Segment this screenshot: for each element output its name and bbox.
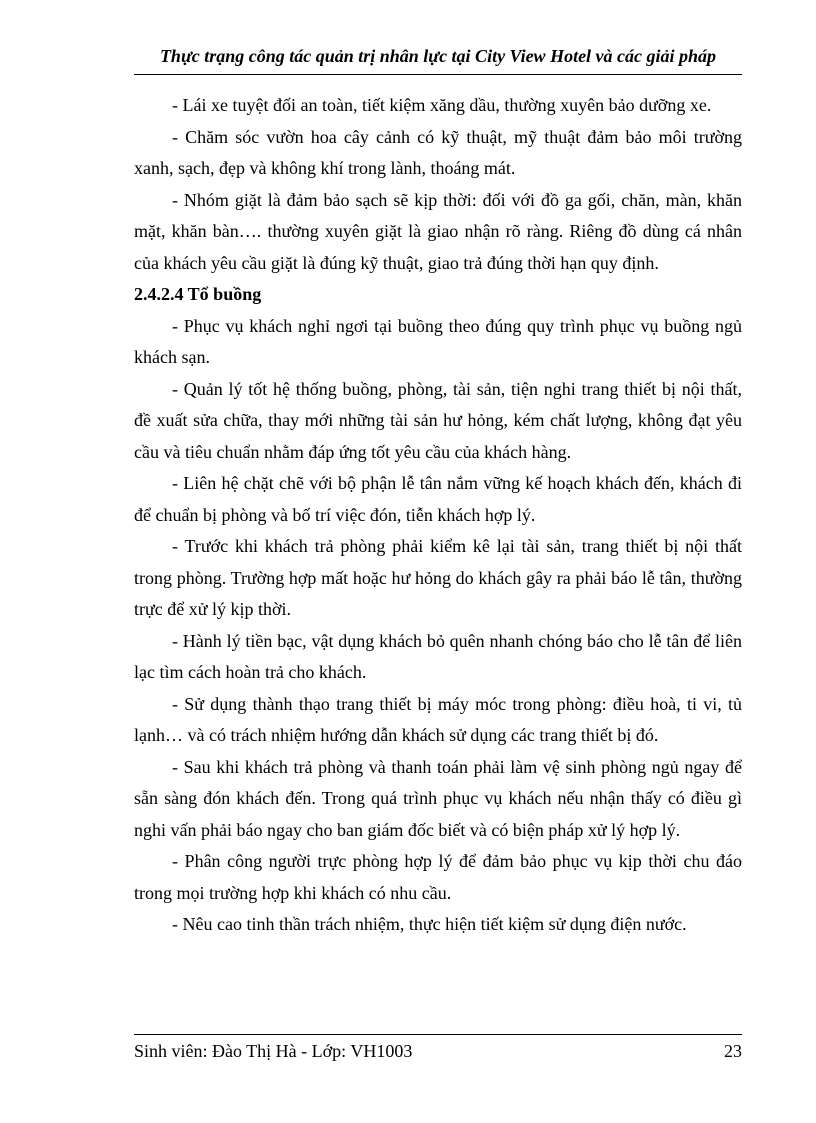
list-item: - Nêu cao tinh thần trách nhiệm, thực hiện tiết kiệm sử dụng điện nước.	[172, 914, 687, 934]
paragraph: - Lái xe tuyệt đối an toàn, tiết kiệm xăng dầu, thường xuyên bảo dưỡng xe.	[172, 95, 712, 115]
page-body	[134, 90, 742, 941]
section-heading: 2.4.2.4 Tổ buồng	[134, 284, 262, 304]
page-footer	[134, 1041, 742, 1062]
list-item: - Liên hệ chặt chẽ với bộ phận lễ tân nắm vững kế hoạch khách đến, khách đi để chuẩn bị phòng và bố trí việc đón, tiễn khách hợp lý.	[134, 473, 742, 525]
list-item: - Sau khi khách trả phòng và thanh toán phải làm vệ sinh phòng ngủ ngay để sẵn sàng đón khách đến. Trong quá trình phục vụ khách nếu nhận thấy có điều gì nghi vấn phải báo ngay cho ban giám đốc biết và có biện pháp xử lý hợp lý.	[134, 756, 742, 840]
list-item: - Phục vụ khách nghỉ ngơi tại buồng theo đúng quy trình phục vụ buồng ngủ khách sạn.	[134, 315, 742, 367]
page-number: 23	[724, 1041, 742, 1061]
list-item: - Phân công người trực phòng hợp lý để đảm bảo phục vụ kịp thời chu đáo trong mọi trường hợp khi khách có nhu cầu.	[134, 851, 742, 903]
paragraph: - Nhóm giặt là đảm bảo sạch sẽ kịp thời: đối với đồ ga gối, chăn, màn, khăn mặt, khăn bàn…. thường xuyên giặt là giao nhận rõ ràng. Riêng đồ dùng cá nhân của khách yêu cầu giặt là đúng kỹ thuật, giao trả đúng thời hạn quy định.	[134, 189, 742, 273]
list-item: - Sử dụng thành thạo trang thiết bị máy móc trong phòng: điều hoà, ti vi, tủ lạnh… và có trách nhiệm hướng dẫn khách sử dụng các trang thiết bị đó.	[134, 693, 742, 745]
list-item: - Trước khi khách trả phòng phải kiểm kê lại tài sản, trang thiết bị nội thất trong phòng. Trường hợp mất hoặc hư hỏng do khách gây ra phải báo lễ tân, thường trực để xử lý kịp thời.	[134, 536, 742, 619]
page-header: Thực trạng công tác quản trị nhân lực tại City View Hotel và các giải pháp	[159, 46, 717, 66]
header-rule	[134, 74, 742, 75]
footer-rule	[134, 1034, 742, 1035]
paragraph: - Chăm sóc vườn hoa cây cảnh có kỹ thuật, mỹ thuật đảm bảo môi trường xanh, sạch, đẹp và không khí trong lành, thoáng mát.	[134, 126, 742, 178]
list-item: - Quản lý tốt hệ thống buồng, phòng, tài sản, tiện nghi trang thiết bị nội thất, đề xuất sửa chữa, thay mới những tài sản hư hỏng, kém chất lượng, không đạt yêu cầu và tiêu chuẩn nhằm đáp ứng tốt yêu cầu của khách hàng.	[134, 378, 742, 462]
list-item: - Hành lý tiền bạc, vật dụng khách bỏ quên nhanh chóng báo cho lễ tân để liên lạc tìm cách hoàn trả cho khách.	[134, 630, 742, 682]
footer-student-info: Sinh viên: Đào Thị Hà - Lớp: VH1003	[134, 1041, 413, 1061]
